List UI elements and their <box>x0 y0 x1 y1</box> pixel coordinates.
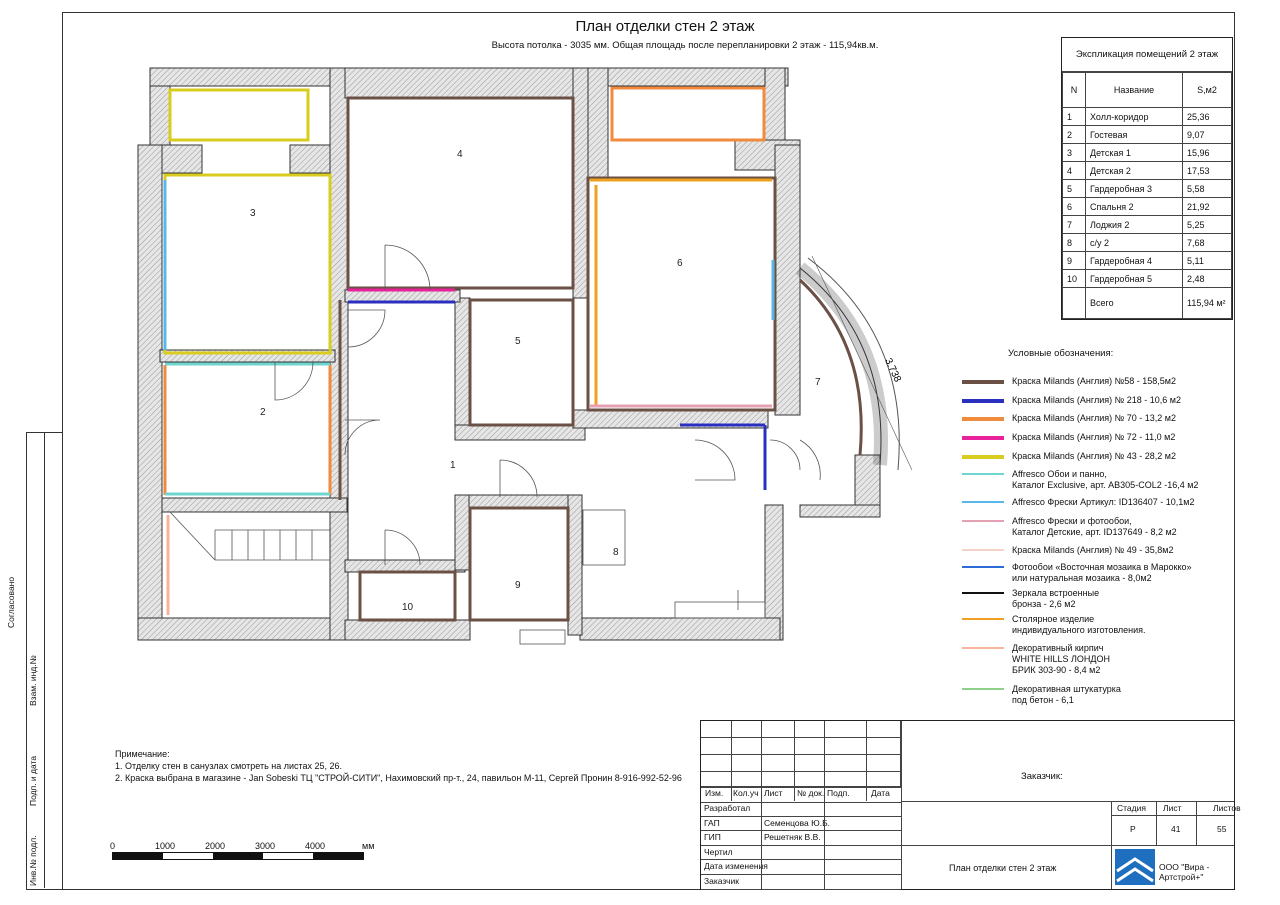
room-label-10: 10 <box>402 602 414 613</box>
table-row <box>1063 162 1232 180</box>
legend-swatch <box>962 566 1004 568</box>
legend-item: Столярное изделие индивидуального изготовления. <box>1012 614 1146 635</box>
cell-s: 5,58 <box>1183 180 1232 198</box>
legend-item: Краска Milands (Англия) №58 - 158,5м2 <box>1012 376 1176 386</box>
stamp-person: Решетняк В.В. <box>764 832 821 843</box>
legend-swatch <box>962 399 1004 403</box>
table-row <box>1063 144 1232 162</box>
cell-name: Гардеробная 3 <box>1086 180 1183 198</box>
scale-tick-4000: 4000 <box>305 841 326 851</box>
legend-item: Краска Milands (Англия) № 72 - 11,0 м2 <box>1012 432 1176 442</box>
customer-label: Заказчик: <box>1021 771 1063 782</box>
sheets-value: 55 <box>1217 824 1227 834</box>
cell-s: 2,48 <box>1183 270 1232 288</box>
stamp-col-header: Изм. <box>705 788 724 798</box>
side-label-vzam: Взам. инд.№ <box>28 655 38 706</box>
cell-name: Гостевая <box>1086 126 1183 144</box>
legend-swatch <box>962 592 1004 594</box>
cell-s: 7,68 <box>1183 234 1232 252</box>
legend-swatch <box>962 501 1004 503</box>
legend-item: Краска Milands (Англия) № 218 - 10,6 м2 <box>1012 395 1181 405</box>
col-n: N <box>1063 73 1086 108</box>
legend-swatch <box>962 417 1004 421</box>
stamp-col-header: Кол.уч <box>733 788 759 798</box>
page-subtitle: Высота потолка - 3035 мм. Общая площадь после перепланировки 2 этаж - 115,94кв.м. <box>491 40 879 51</box>
cell-s: 15,96 <box>1183 144 1232 162</box>
cell-name: Спальня 2 <box>1086 198 1183 216</box>
side-label-podp: Подп. и дата <box>28 755 38 806</box>
company-logo <box>1115 849 1155 885</box>
cell-name: Детская 1 <box>1086 144 1183 162</box>
col-s: S,м2 <box>1183 73 1232 108</box>
stamp-role: Чертил <box>704 846 733 857</box>
table-row <box>1063 180 1232 198</box>
stamp-col-header: № док. <box>797 788 825 798</box>
cell-s: 9,07 <box>1183 126 1232 144</box>
legend-item: Краска Milands (Англия) № 49 - 35,8м2 <box>1012 545 1174 555</box>
legend-swatch <box>962 436 1004 440</box>
room-label-4: 4 <box>457 149 463 160</box>
scale-tick-3000: 3000 <box>255 841 276 851</box>
scale-unit: мм <box>362 841 375 851</box>
cell-n: 7 <box>1063 216 1086 234</box>
total-value: 115,94 м² <box>1183 288 1232 319</box>
legend-swatch <box>962 455 1004 459</box>
explication-table <box>1061 37 1233 320</box>
stairs <box>170 512 330 560</box>
notes <box>115 748 682 784</box>
cell-n: 8 <box>1063 234 1086 252</box>
room-label-6: 6 <box>677 258 683 269</box>
legend-swatch <box>962 618 1004 620</box>
col-name: Название <box>1086 73 1183 108</box>
table-row <box>1063 216 1232 234</box>
table-row <box>1063 252 1232 270</box>
legend-swatch <box>962 380 1004 384</box>
page-title: План отделки стен 2 этаж <box>575 18 755 35</box>
stamp-role-row <box>701 801 901 817</box>
cell-n: 3 <box>1063 144 1086 162</box>
stamp-role: ГАП <box>704 817 720 828</box>
table-row <box>1063 108 1232 126</box>
side-label-inv: Инв.№ подл. <box>28 835 38 886</box>
cell-n: 2 <box>1063 126 1086 144</box>
legend-item: Affresco Фрески Артикул: ID136407 - 10,1м2 <box>1012 497 1195 507</box>
scale-tick-0: 0 <box>110 841 116 851</box>
legend-swatch <box>962 549 1004 551</box>
legend-item: Affresco Фрески и фотообои, Каталог Детские, арт. ID137649 - 8,2 м2 <box>1012 516 1177 537</box>
cell-n: 10 <box>1063 270 1086 288</box>
stamp-col-header: Дата <box>871 788 890 798</box>
sheet-label: Лист <box>1163 803 1182 813</box>
notes-line-1: 1. Отделку стен в санузлах смотреть на листах 25, 26. <box>115 761 343 771</box>
drawing-title: План отделки стен 2 этаж <box>949 863 1057 873</box>
stamp-role-row <box>701 859 901 875</box>
arc-dimension: 3.738 <box>882 356 903 384</box>
room-label-9: 9 <box>515 580 521 591</box>
scale-tick-1000: 1000 <box>155 841 176 851</box>
cell-n: 9 <box>1063 252 1086 270</box>
side-strip-divider <box>44 432 45 888</box>
stamp-role-row <box>701 816 901 832</box>
room-label-8: 8 <box>613 547 619 558</box>
stage-label: Стадия <box>1117 803 1146 813</box>
table-row <box>1063 234 1232 252</box>
stamp-role: ГИП <box>704 832 721 843</box>
legend-item: Affresco Обои и панно, Каталог Exclusive, арт. AB305-COL2 -16,4 м2 <box>1012 469 1199 490</box>
stage-value: Р <box>1130 824 1136 834</box>
stamp-role-row <box>701 845 901 861</box>
floor-plan <box>130 60 920 650</box>
sheets-label: Листов <box>1213 803 1241 813</box>
room-label-3: 3 <box>250 208 256 219</box>
cell-name: Гардеробная 4 <box>1086 252 1183 270</box>
cell-s: 25,36 <box>1183 108 1232 126</box>
cell-name: Детская 2 <box>1086 162 1183 180</box>
cell-name: Лоджия 2 <box>1086 216 1183 234</box>
notes-line-2: 2. Краска выбрана в магазине - Jan Sobeski ТЦ "СТРОЙ-СИТИ", Нахимовский пр-т., 24, павильон М-11, Сергей Пронин 8-916-992-52-96 <box>115 773 682 783</box>
scale-tick-2000: 2000 <box>205 841 226 851</box>
cell-s: 5,25 <box>1183 216 1232 234</box>
stamp-role: Заказчик <box>704 876 739 886</box>
room-label-1: 1 <box>450 460 456 471</box>
stamp-person: Семенцова Ю.Б. <box>764 817 831 828</box>
total-label: Всего <box>1086 288 1183 319</box>
cell-s: 17,53 <box>1183 162 1232 180</box>
legend-item: Краска Milands (Англия) № 43 - 28,2 м2 <box>1012 451 1176 461</box>
table-row <box>1063 270 1232 288</box>
stamp-col-header: Лист <box>764 788 783 798</box>
company-name: ООО "Вира - Артстрой+" <box>1159 862 1210 882</box>
legend-swatch <box>962 688 1004 690</box>
legend-item: Фотообои «Восточная мозаика в Марокко» или натуральная мозаика - 8,0м2 <box>1012 562 1192 583</box>
cell-n: 5 <box>1063 180 1086 198</box>
cell-s: 21,92 <box>1183 198 1232 216</box>
stamp-role-row <box>701 830 901 846</box>
stamp-col-header: Подп. <box>827 788 850 798</box>
legend-item: Зеркала встроенные бронза - 2,6 м2 <box>1012 588 1100 609</box>
scale-bar <box>112 852 364 860</box>
sheet-value: 41 <box>1171 824 1181 834</box>
table-row <box>1063 126 1232 144</box>
total-empty <box>1063 288 1086 319</box>
room-label-5: 5 <box>515 336 521 347</box>
cell-name: Гардеробная 5 <box>1086 270 1183 288</box>
legend-swatch <box>962 473 1004 475</box>
room-label-7: 7 <box>815 377 821 388</box>
legend-title: Условные обозначения: <box>1008 348 1114 359</box>
legend-item: Краска Milands (Англия) № 70 - 13,2 м2 <box>1012 413 1176 423</box>
legend-swatch <box>962 647 1004 649</box>
cell-s: 5,11 <box>1183 252 1232 270</box>
legend-item: Декоративный кирпич WHITE HILLS ЛОНДОН БРИК 303-90 - 8,4 м2 <box>1012 643 1111 675</box>
notes-heading: Примечание: <box>115 749 170 759</box>
table-row <box>1063 198 1232 216</box>
stamp-role-row <box>701 874 901 890</box>
stamp-role: Дата изменения <box>704 861 768 872</box>
cell-n: 1 <box>1063 108 1086 126</box>
legend-item: Декоративная штукатурка под бетон - 6,1 <box>1012 684 1121 705</box>
legend-swatch <box>962 520 1004 522</box>
loggia-arc <box>800 268 881 465</box>
doors <box>275 245 820 644</box>
cell-name: с/у 2 <box>1086 234 1183 252</box>
finish-lines <box>165 88 775 620</box>
side-label-soglasovano: Согласовано <box>6 576 16 628</box>
cell-n: 6 <box>1063 198 1086 216</box>
stamp-role: Разработал <box>704 803 751 813</box>
explication-caption: Экспликация помещений 2 этаж <box>1062 38 1232 72</box>
title-block <box>700 720 1241 890</box>
cell-name: Холл-коридор <box>1086 108 1183 126</box>
room-label-2: 2 <box>260 407 266 418</box>
cell-n: 4 <box>1063 162 1086 180</box>
